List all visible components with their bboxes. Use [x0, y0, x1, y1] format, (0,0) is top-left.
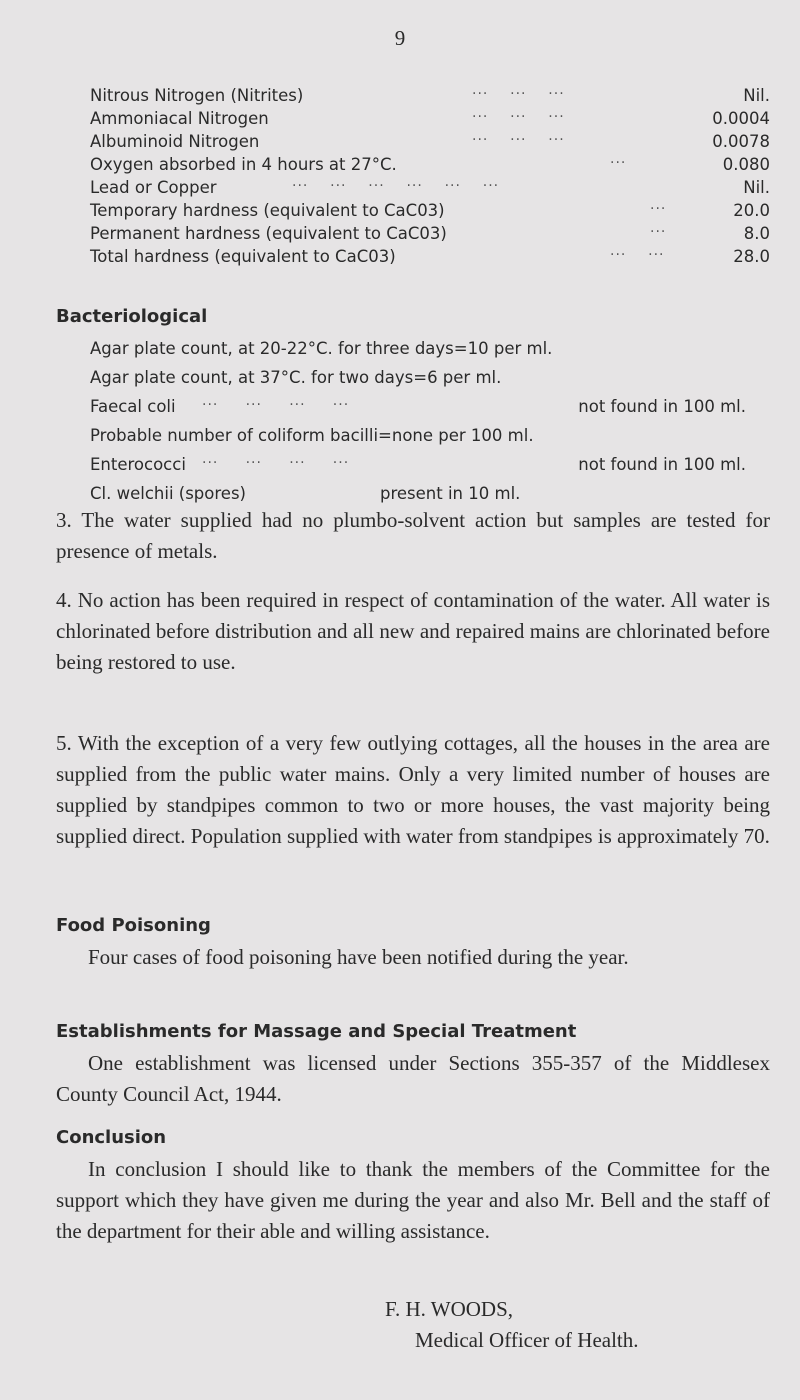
leader-dots: ... ... ... ...	[202, 451, 350, 467]
row-value: 28.0	[733, 247, 770, 266]
food-poisoning-text: Four cases of food poisoning have been notified during the year.	[88, 945, 629, 969]
section-heading-conclusion: Conclusion	[56, 1127, 167, 1148]
row-label: Ammoniacal Nitrogen	[90, 109, 269, 128]
table-row	[90, 243, 770, 270]
row-value: 8.0	[743, 224, 770, 243]
row-label: Nitrous Nitrogen (Nitrites)	[90, 86, 304, 105]
list-item	[90, 339, 770, 368]
conclusion-text: In conclusion I should like to thank the members of the Committee for the support which they have given me during the year and also Mr. Bell and the staff of the department for their able and willing assistance.	[56, 1157, 770, 1243]
leader-dots: ... ... ... ...	[202, 393, 350, 409]
row-label: Lead or Copper	[90, 178, 217, 197]
leader-dots: ... ... ...	[472, 82, 565, 98]
page-number: 9	[394, 26, 406, 50]
section-heading-establishments: Establishments for Massage and Special Treatment	[56, 1021, 577, 1042]
leader-dots: ...	[650, 197, 667, 213]
result-value: present in 10 ml.	[380, 484, 521, 503]
row-label: Albuminoid Nitrogen	[90, 132, 260, 151]
establishments-text: One establishment was licensed under Sections 355-357 of the Middlesex County Council Act, 1944.	[56, 1051, 770, 1106]
row-value: Nil.	[743, 86, 770, 105]
row-value: 20.0	[733, 201, 770, 220]
paragraph-4: 4. No action has been required in respect of contamination of the water. All water is chlorinated before distribution and all new and repaired mains are chlorinated before being restored to use.	[56, 588, 770, 674]
result-text: Agar plate count, at 20-22°C. for three days=10 per ml.	[90, 339, 553, 358]
paragraph-5: 5. With the exception of a very few outlying cottages, all the houses in the area are supplied from the public water mains. Only a very limited number of houses are supplied by standpipes common to two or more houses, the vast majority being supplied direct. Population supplied with water from standpipes is approximately 70.	[56, 731, 770, 848]
leader-dots: ... ...	[610, 243, 665, 259]
signature-title: Medical Officer of Health.	[415, 1328, 639, 1352]
row-value: Nil.	[743, 178, 770, 197]
section-heading-bacteriological: Bacteriological	[56, 306, 208, 327]
result-text: Agar plate count, at 37°C. for two days=6 per ml.	[90, 368, 502, 387]
result-text: Cl. welchii (spores)	[90, 484, 246, 503]
section-heading-food-poisoning: Food Poisoning	[56, 915, 211, 936]
leader-dots: ... ... ...	[472, 128, 565, 144]
row-label: Oxygen absorbed in 4 hours at 27°C.	[90, 155, 397, 174]
leader-dots: ...	[650, 220, 667, 236]
row-label: Permanent hardness (equivalent to CaC03)	[90, 224, 447, 243]
leader-dots: ... ... ... ... ... ...	[292, 174, 500, 190]
result-text: Probable number of coliform bacilli=none per 100 ml.	[90, 426, 534, 445]
signature-name: F. H. WOODS,	[385, 1297, 514, 1321]
list-item	[90, 451, 770, 484]
row-label: Temporary hardness (equivalent to CaC03)	[90, 201, 445, 220]
result-value: not found in 100 ml.	[578, 455, 746, 474]
result-text: Enterococci	[90, 455, 186, 474]
chemical-analysis-table	[90, 82, 770, 270]
leader-dots: ...	[610, 151, 627, 167]
list-item	[90, 426, 770, 455]
list-item	[90, 368, 770, 397]
row-value: 0.0078	[712, 132, 770, 151]
row-label: Total hardness (equivalent to CaC03)	[90, 247, 396, 266]
list-item	[90, 393, 770, 426]
leader-dots: ... ... ...	[472, 105, 565, 121]
paragraph-3: 3. The water supplied had no plumbo-solvent action but samples are tested for presence of metals.	[56, 508, 770, 563]
bacteriological-results	[90, 339, 770, 513]
result-text: Faecal coli	[90, 397, 176, 416]
result-value: not found in 100 ml.	[578, 397, 746, 416]
row-value: 0.080	[722, 155, 770, 174]
row-value: 0.0004	[712, 109, 770, 128]
